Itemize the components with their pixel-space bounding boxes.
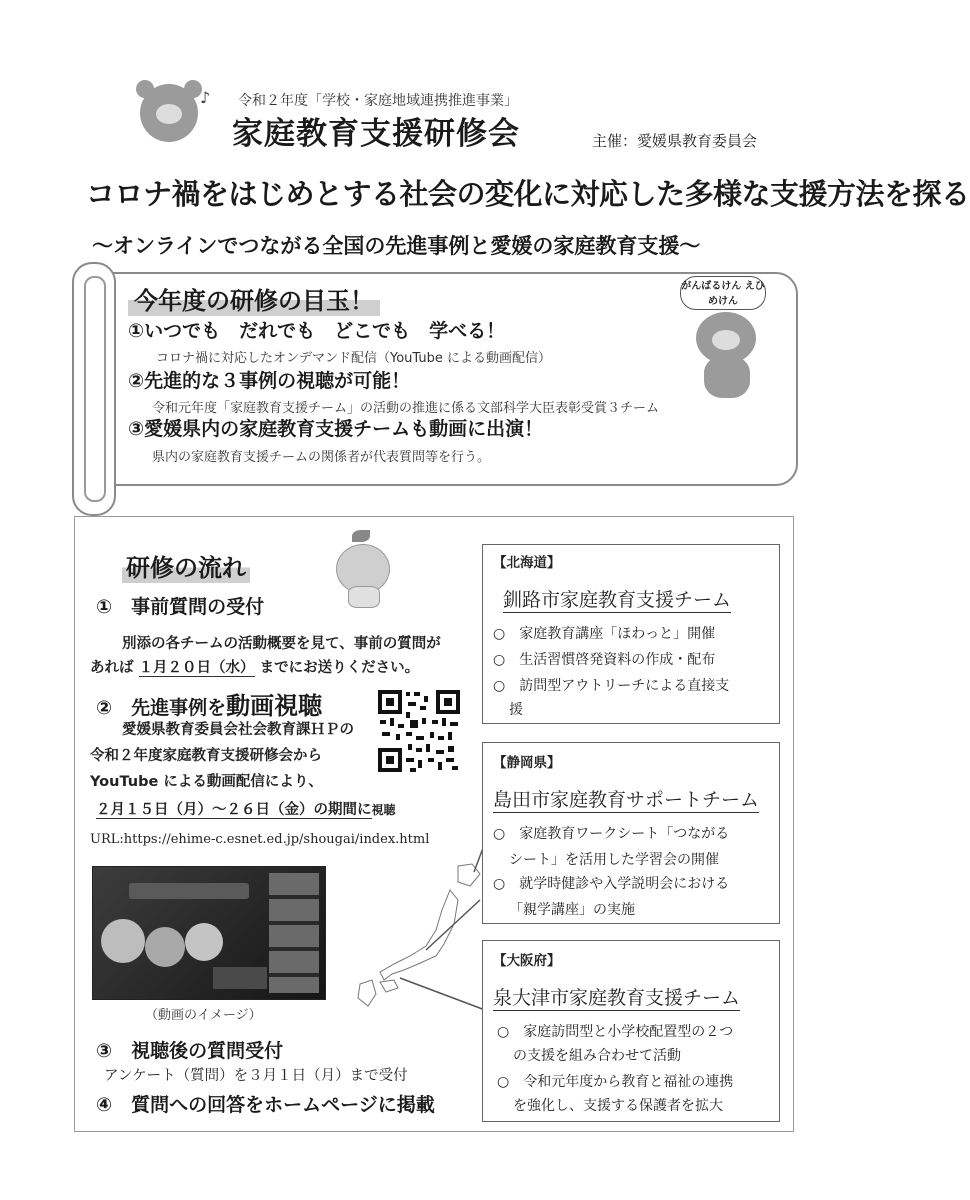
case-region: 【静岡県】 <box>493 755 561 771</box>
video-thumbnail <box>92 866 326 1000</box>
feature-desc-1: コロナ禍に対応したオンデマンド配信（YouTube による動画配信） <box>156 351 551 366</box>
step2-period: ２月１５日（月）～２６日（金）の期間に <box>96 802 372 818</box>
feature-head-1: ①いつでも だれでも どこでも 学べる！ <box>128 320 506 342</box>
video-banner <box>129 883 249 899</box>
scroll-roll-inner <box>84 276 106 502</box>
case-item: ○ 訪問型アウトリーチによる直接支 <box>493 678 730 694</box>
pre-title: 令和２年度「学校・家庭地域連携推進事業」 <box>238 93 518 109</box>
features-title: 今年度の研修の目玉！ <box>128 281 380 316</box>
step1-line2-post: までにお送りください。 <box>259 660 420 676</box>
case-item: ○ 家庭訪問型と小学校配置型の２つ <box>497 1024 734 1040</box>
mascot-badge <box>680 276 766 310</box>
video-person <box>145 927 185 967</box>
feature-head-2: ②先進的な３事例の視聴が可能！ <box>128 370 411 392</box>
bear-face <box>156 104 182 124</box>
url-text[interactable]: URL:https://ehime-c.esnet.ed.jp/shougai/index.html <box>90 832 430 847</box>
step1-head: ① 事前質問の受付 <box>96 596 265 618</box>
video-caption: （動画のイメージ） <box>145 1008 262 1023</box>
feature-desc-2: 令和元年度「家庭教育支援チーム」の活動の推進に係る文部科学大臣表彰受賞３チーム <box>152 401 660 416</box>
video-person <box>101 919 145 963</box>
feature-desc-3: 県内の家庭教育支援チームの関係者が代表質問等を行う。 <box>152 450 491 465</box>
step1-line2 <box>90 656 419 677</box>
case-team: 泉大津市家庭教育支援チーム <box>493 983 740 1011</box>
case-item: ○ 就学時健診や入学説明会における <box>493 876 730 892</box>
case-region: 【大阪府】 <box>493 953 561 969</box>
case-item: の支援を組み合わせて活動 <box>513 1048 681 1064</box>
step2-head <box>96 686 322 721</box>
step3-line: アンケート（質問）を３月１日（月）まで受付 <box>104 1068 408 1084</box>
case-item: シート」を活用した学習会の開催 <box>509 852 719 868</box>
step4-head: ④ 質問への回答をホームページに掲載 <box>96 1094 435 1116</box>
case-region: 【北海道】 <box>493 555 561 571</box>
case-shizuoka <box>482 742 780 924</box>
video-sidebar <box>269 873 319 993</box>
step1-line1: 別添の各チームの活動概要を見て、事前の質問が <box>122 636 441 652</box>
bear-body-icon <box>704 356 750 398</box>
video-person <box>185 923 223 961</box>
subhead: ～オンラインでつながる全国の先進事例と愛媛の家庭教育支援～ <box>92 234 701 258</box>
step3-head: ③ 視聴後の質問受付 <box>96 1040 284 1062</box>
step2-period-post: 視聴 <box>371 803 396 817</box>
case-item: 「親学講座」の実施 <box>509 902 635 918</box>
case-item: 援 <box>509 702 523 718</box>
video-subtitle-box <box>213 967 267 989</box>
organizer: 主催：愛媛県教育委員会 <box>592 132 758 150</box>
step2-line3: YouTube による動画配信により、 <box>90 774 323 790</box>
step1-line2-pre: あれば <box>90 660 134 676</box>
case-item: ○ 生活習慣啓発資料の作成・配布 <box>493 652 716 668</box>
headline: コロナ禍をはじめとする社会の変化に対応した多様な支援方法を探る <box>86 177 970 211</box>
leaf-icon <box>352 530 370 542</box>
case-hokkaido <box>482 544 780 724</box>
bear-ear-icon <box>136 80 154 98</box>
case-team: 島田市家庭教育サポートチーム <box>493 785 759 813</box>
bear-face <box>712 330 740 350</box>
case-item: ○ 家庭教育ワークシート「つながる <box>493 826 730 842</box>
mikan-body-icon <box>348 586 380 608</box>
qr-code-icon[interactable] <box>376 688 462 774</box>
japan-map-icon <box>340 860 490 1020</box>
case-osaka <box>482 940 780 1122</box>
main-title: 家庭教育支援研修会 <box>232 116 520 152</box>
step2-period-line <box>96 798 396 819</box>
step2-line2: 令和２年度家庭教育支援研修会から <box>90 748 322 764</box>
case-item: を強化し、支援する保護者を拡大 <box>513 1098 723 1114</box>
step2-head-em: 動画視聴 <box>226 692 323 720</box>
step2-head-pre: ② 先進事例を <box>96 697 227 719</box>
case-item: ○ 家庭教育講座「ほわっと」開催 <box>493 626 716 642</box>
mascot-badge-text: がんばるけん えひめけん <box>681 281 765 307</box>
step2-line1: 愛媛県教育委員会社会教育課ＨＰの <box>122 722 354 738</box>
music-note-icon: ♪ <box>200 88 211 107</box>
case-item: ○ 令和元年度から教育と福祉の連携 <box>497 1074 734 1090</box>
flow-title: 研修の流れ <box>122 548 250 583</box>
case-team: 釧路市家庭教育支援チーム <box>503 585 731 613</box>
feature-head-3: ③愛媛県内の家庭教育支援チームも動画に出演！ <box>128 418 544 440</box>
step1-date: １月２０日（水） <box>138 660 255 676</box>
